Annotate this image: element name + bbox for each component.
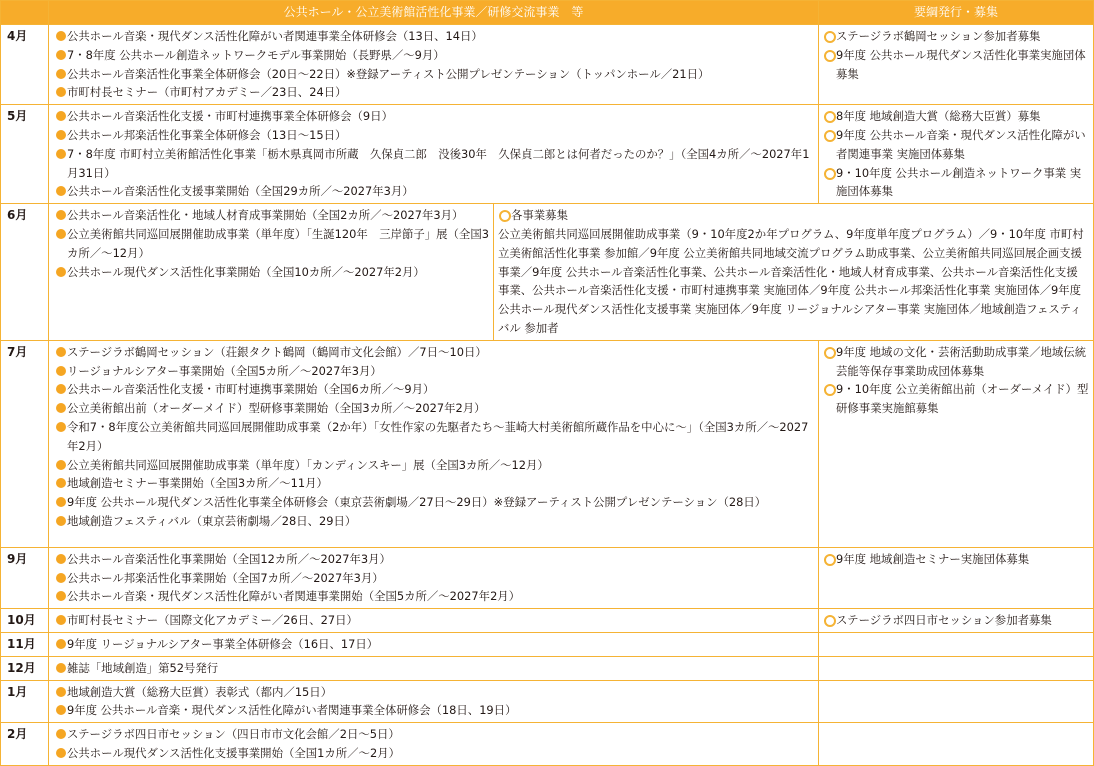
recruit-title: 各事業募集 (511, 208, 568, 223)
recruit-item (823, 107, 1089, 126)
item-text: リージョナルシアター事業開始（全国5カ所／～2027年3月） (67, 363, 382, 378)
item-text: 9年度 リージョナルシアター事業全体研修会（16日、17日） (67, 636, 379, 651)
row-feb (1, 723, 1094, 766)
list-item (55, 145, 814, 183)
list-item (55, 635, 814, 654)
list-item (55, 182, 814, 201)
events-cell (49, 547, 819, 608)
header-row (1, 1, 1094, 25)
item-text: 9年度 公共ホール音楽・現代ダンス活性化障がい者関連事業全体研修会（18日、19日） (67, 703, 517, 718)
list-item (55, 206, 489, 225)
recruit-item (823, 343, 1089, 381)
events-cell (49, 340, 819, 547)
bullet-icon (55, 83, 67, 102)
item-text: 公共ホール音楽活性化支援・市町村連携事業開始（全国6カ所／～9月） (67, 382, 435, 397)
month-label: 9月 (1, 547, 49, 608)
bullet-icon (55, 512, 67, 531)
recruit-cell (819, 632, 1094, 656)
list-item (55, 493, 814, 512)
events-cell (49, 25, 819, 105)
bullet-icon (55, 725, 67, 744)
bullet-icon (55, 683, 67, 702)
item-text: ステージラボ四日市セッション（四日市市文化会館／2日～5日） (67, 727, 400, 742)
list-item (55, 569, 814, 588)
bullet-icon (55, 550, 67, 569)
list-item (55, 263, 489, 282)
item-text: 公共ホール音楽・現代ダンス活性化障がい者関連事業全体研修会（13日、14日） (67, 29, 483, 43)
recruit-item (823, 164, 1089, 202)
item-text: 公共ホール音楽活性化・地域人材育成事業開始（全国2カ所／～2027年3月） (67, 208, 464, 223)
item-text: 公共ホール音楽活性化事業全体研修会（20日～22日）※登録アーティスト公開プレゼンテーション（トッパンホール／21日） (67, 66, 710, 81)
month-label: 7月 (1, 340, 49, 547)
recruit-text: ステージラボ鶴岡セッション参加者募集 (836, 29, 1041, 43)
recruit-text: 9年度 地域創造セミナー実施団体募集 (836, 551, 1030, 566)
header-main: 公共ホール・公立美術館活性化事業／研修交流事業 等 (49, 1, 819, 25)
row-jan (1, 680, 1094, 723)
month-label: 11月 (1, 632, 49, 656)
list-item (55, 46, 814, 65)
recruit-cell (819, 723, 1094, 766)
item-text: 9年度 公共ホール現代ダンス活性化事業全体研修会（東京芸術劇場／27日～29日）※登録アーティスト公開プレゼンテーション（28日） (67, 495, 767, 510)
recruit-cell (819, 105, 1094, 204)
recruit-cell (819, 609, 1094, 633)
bullet-icon (55, 225, 67, 244)
row-jul (1, 340, 1094, 547)
item-text: 公共ホール音楽・現代ダンス活性化障がい者関連事業開始（全国5カ所／～2027年2月） (67, 589, 521, 604)
item-text: 公共ホール邦楽活性化事業全体研修会（13日～15日） (67, 127, 347, 142)
item-text: 公共ホール邦楽活性化事業開始（全国7カ所／～2027年3月） (67, 570, 384, 585)
bullet-icon (55, 343, 67, 362)
recruit-cell (819, 25, 1094, 105)
recruit-item (823, 46, 1089, 84)
list-item (55, 107, 814, 126)
list-item (55, 225, 489, 263)
bullet-icon (55, 27, 67, 46)
list-item (55, 683, 814, 702)
item-text: 市町村長セミナー（国際文化アカデミー／26日、27日） (67, 613, 358, 628)
item-text: 令和7・8年度公立美術館共同巡回展開催助成事業（2か年）「女性作家の先駆者たち～韮崎大村美術館所蔵作品を中心に～」（全国3カ所／～2027年2月） (67, 419, 809, 453)
list-item (55, 587, 814, 606)
item-text: 公共ホール音楽活性化事業開始（全国12カ所／～2027年3月） (67, 551, 391, 566)
item-text: 地域創造フェスティバル（東京芸術劇場／28日、29日） (67, 513, 357, 528)
item-text: 公共ホール音楽活性化支援事業開始（全国29カ所／～2027年3月） (67, 184, 414, 199)
events-cell (49, 609, 819, 633)
recruit-text: 9・10年度 公立美術館出前（オーダーメイド）型研修事業実施館募集 (836, 382, 1089, 416)
ring-icon (823, 611, 836, 630)
month-label: 1月 (1, 680, 49, 723)
item-text: 地域創造大賞（総務大臣賞）表彰式（都内／15日） (67, 684, 333, 699)
list-item (55, 83, 814, 102)
item-text: 公立美術館共同巡回展開催助成事業（単年度）「生誕120年 三岸節子」展（全国3カ所／～12月） (67, 226, 489, 260)
list-item (55, 362, 814, 381)
recruit-item (823, 611, 1089, 630)
events-cell (49, 723, 819, 766)
list-item (55, 725, 814, 744)
ring-icon (823, 27, 836, 46)
recruit-item (823, 380, 1089, 418)
item-text: 公立美術館出前（オーダーメイド）型研修事業開始（全国3カ所／～2027年2月） (67, 401, 486, 416)
row-apr (1, 25, 1094, 105)
row-oct (1, 609, 1094, 633)
item-text: 7・8年度 市町村立美術館活性化事業「栃木県真岡市所蔵 久保貞二郎 没後30年 久保貞二郎とは何者だったのか？」（全国4カ所／～2027年1月31日） (67, 146, 810, 180)
item-text: 7・8年度 公共ホール創造ネットワークモデル事業開始（長野県／～9月） (67, 47, 445, 62)
bullet-icon (55, 474, 67, 493)
bullet-icon (55, 126, 67, 145)
events-cell (49, 204, 494, 341)
list-item (55, 126, 814, 145)
list-item (55, 456, 814, 475)
bullet-icon (55, 107, 67, 126)
bullet-icon (55, 587, 67, 606)
list-item (55, 550, 814, 569)
bullet-icon (55, 362, 67, 381)
bullet-icon (55, 418, 67, 437)
ring-icon (823, 550, 836, 569)
bullet-icon (55, 206, 67, 225)
bullet-icon (55, 46, 67, 65)
recruit-text-wide: 公立美術館共同巡回展開催助成事業（9・10年度2か年プログラム、9年度単年度プログラム）／9・10年度 市町村立美術館活性化事業 参加館／9年度 公立美術館共同地域交流プログラム助成事業、公立美術館共同巡回展企画支援事業／9年度 公共ホール音楽活性化事業、公共ホール音楽活性化・地域人材育成事業、公共ホール音楽活性化支援事業、公共ホール音楽活性化支援・市町村連携事業 実施団体／9年度 公共ホール邦楽活性化事業 実施団体／9年度 公共ホール現代ダンス活性化支援事業 実施団体／9年度 リージョナルシアター事業 実施団体／地域創造フェスティバル 参加者 (498, 226, 1084, 335)
recruit-item (823, 27, 1089, 46)
bullet-icon (55, 493, 67, 512)
list-item (55, 65, 814, 84)
recruit-text: 9年度 公共ホール現代ダンス活性化事業実施団体募集 (836, 47, 1086, 81)
item-text: 地域創造セミナー事業開始（全国3カ所／～11月） (67, 476, 328, 491)
bullet-icon (55, 399, 67, 418)
recruit-item (498, 206, 1089, 225)
bullet-icon (55, 380, 67, 399)
bullet-icon (55, 744, 67, 763)
ring-icon (823, 343, 836, 362)
list-item (55, 380, 814, 399)
row-may (1, 105, 1094, 204)
recruit-cell-wide (494, 204, 1094, 341)
month-label: 4月 (1, 25, 49, 105)
month-label: 5月 (1, 105, 49, 204)
ring-icon (823, 164, 836, 183)
ring-icon (823, 46, 836, 65)
ring-icon (498, 206, 511, 225)
row-dec (1, 656, 1094, 680)
events-cell (49, 680, 819, 723)
month-label: 6月 (1, 204, 49, 341)
list-item (55, 27, 814, 46)
list-item (55, 474, 814, 493)
bullet-icon (55, 635, 67, 654)
recruit-text: 8年度 地域創造大賞（総務大臣賞）募集 (836, 109, 1041, 124)
item-text: 公立美術館共同巡回展開催助成事業（単年度）「カンディンスキー」展（全国3カ所／～12月） (67, 457, 549, 472)
month-label: 2月 (1, 723, 49, 766)
bullet-icon (55, 263, 67, 282)
row-sep (1, 547, 1094, 608)
item-text: 公共ホール音楽活性化支援・市町村連携事業全体研修会（9日） (67, 109, 393, 124)
item-text: ステージラボ鶴岡セッション（荘銀タクト鶴岡（鶴岡市文化会館）／7日～10日） (67, 344, 487, 359)
recruit-cell (819, 547, 1094, 608)
month-label: 12月 (1, 656, 49, 680)
ring-icon (823, 380, 836, 399)
item-text: 雑誌「地域創造」第52号発行 (67, 660, 219, 675)
bullet-icon (55, 145, 67, 164)
list-item (55, 659, 814, 678)
row-jun (1, 204, 1094, 341)
recruit-cell (819, 656, 1094, 680)
recruit-text: 9年度 地域の文化・芸術活動助成事業／地域伝統芸能等保存事業助成団体募集 (836, 344, 1087, 378)
events-cell (49, 632, 819, 656)
ring-icon (823, 126, 836, 145)
list-item (55, 611, 814, 630)
recruit-text: 9・10年度 公共ホール創造ネットワーク事業 実施団体募集 (836, 165, 1082, 199)
list-item (55, 701, 814, 720)
list-item (55, 418, 814, 456)
month-label: 10月 (1, 609, 49, 633)
item-text: 公共ホール現代ダンス活性化事業開始（全国10カ所／～2027年2月） (67, 264, 425, 279)
events-cell (49, 105, 819, 204)
item-text: 市町村長セミナー（市町村アカデミー／23日、24日） (67, 85, 347, 100)
recruit-cell (819, 340, 1094, 547)
recruit-item (823, 550, 1089, 569)
recruit-cell (819, 680, 1094, 723)
list-item (55, 343, 814, 362)
bullet-icon (55, 65, 67, 84)
list-item (55, 512, 814, 531)
header-corner (1, 1, 49, 25)
list-item (55, 399, 814, 418)
header-side: 要綱発行・募集 (819, 1, 1094, 25)
bullet-icon (55, 456, 67, 475)
bullet-icon (55, 182, 67, 201)
item-text: 公共ホール現代ダンス活性化支援事業開始（全国1カ所／～2月） (67, 745, 400, 760)
bullet-icon (55, 659, 67, 678)
bullet-icon (55, 611, 67, 630)
ring-icon (823, 107, 836, 126)
list-item (55, 744, 814, 763)
recruit-text: 9年度 公共ホール音楽・現代ダンス活性化障がい者関連事業 実施団体募集 (836, 127, 1086, 161)
events-cell (49, 656, 819, 680)
recruit-text: ステージラボ四日市セッション参加者募集 (836, 613, 1052, 628)
bullet-icon (55, 569, 67, 588)
recruit-item (823, 126, 1089, 164)
row-nov (1, 632, 1094, 656)
bullet-icon (55, 701, 67, 720)
